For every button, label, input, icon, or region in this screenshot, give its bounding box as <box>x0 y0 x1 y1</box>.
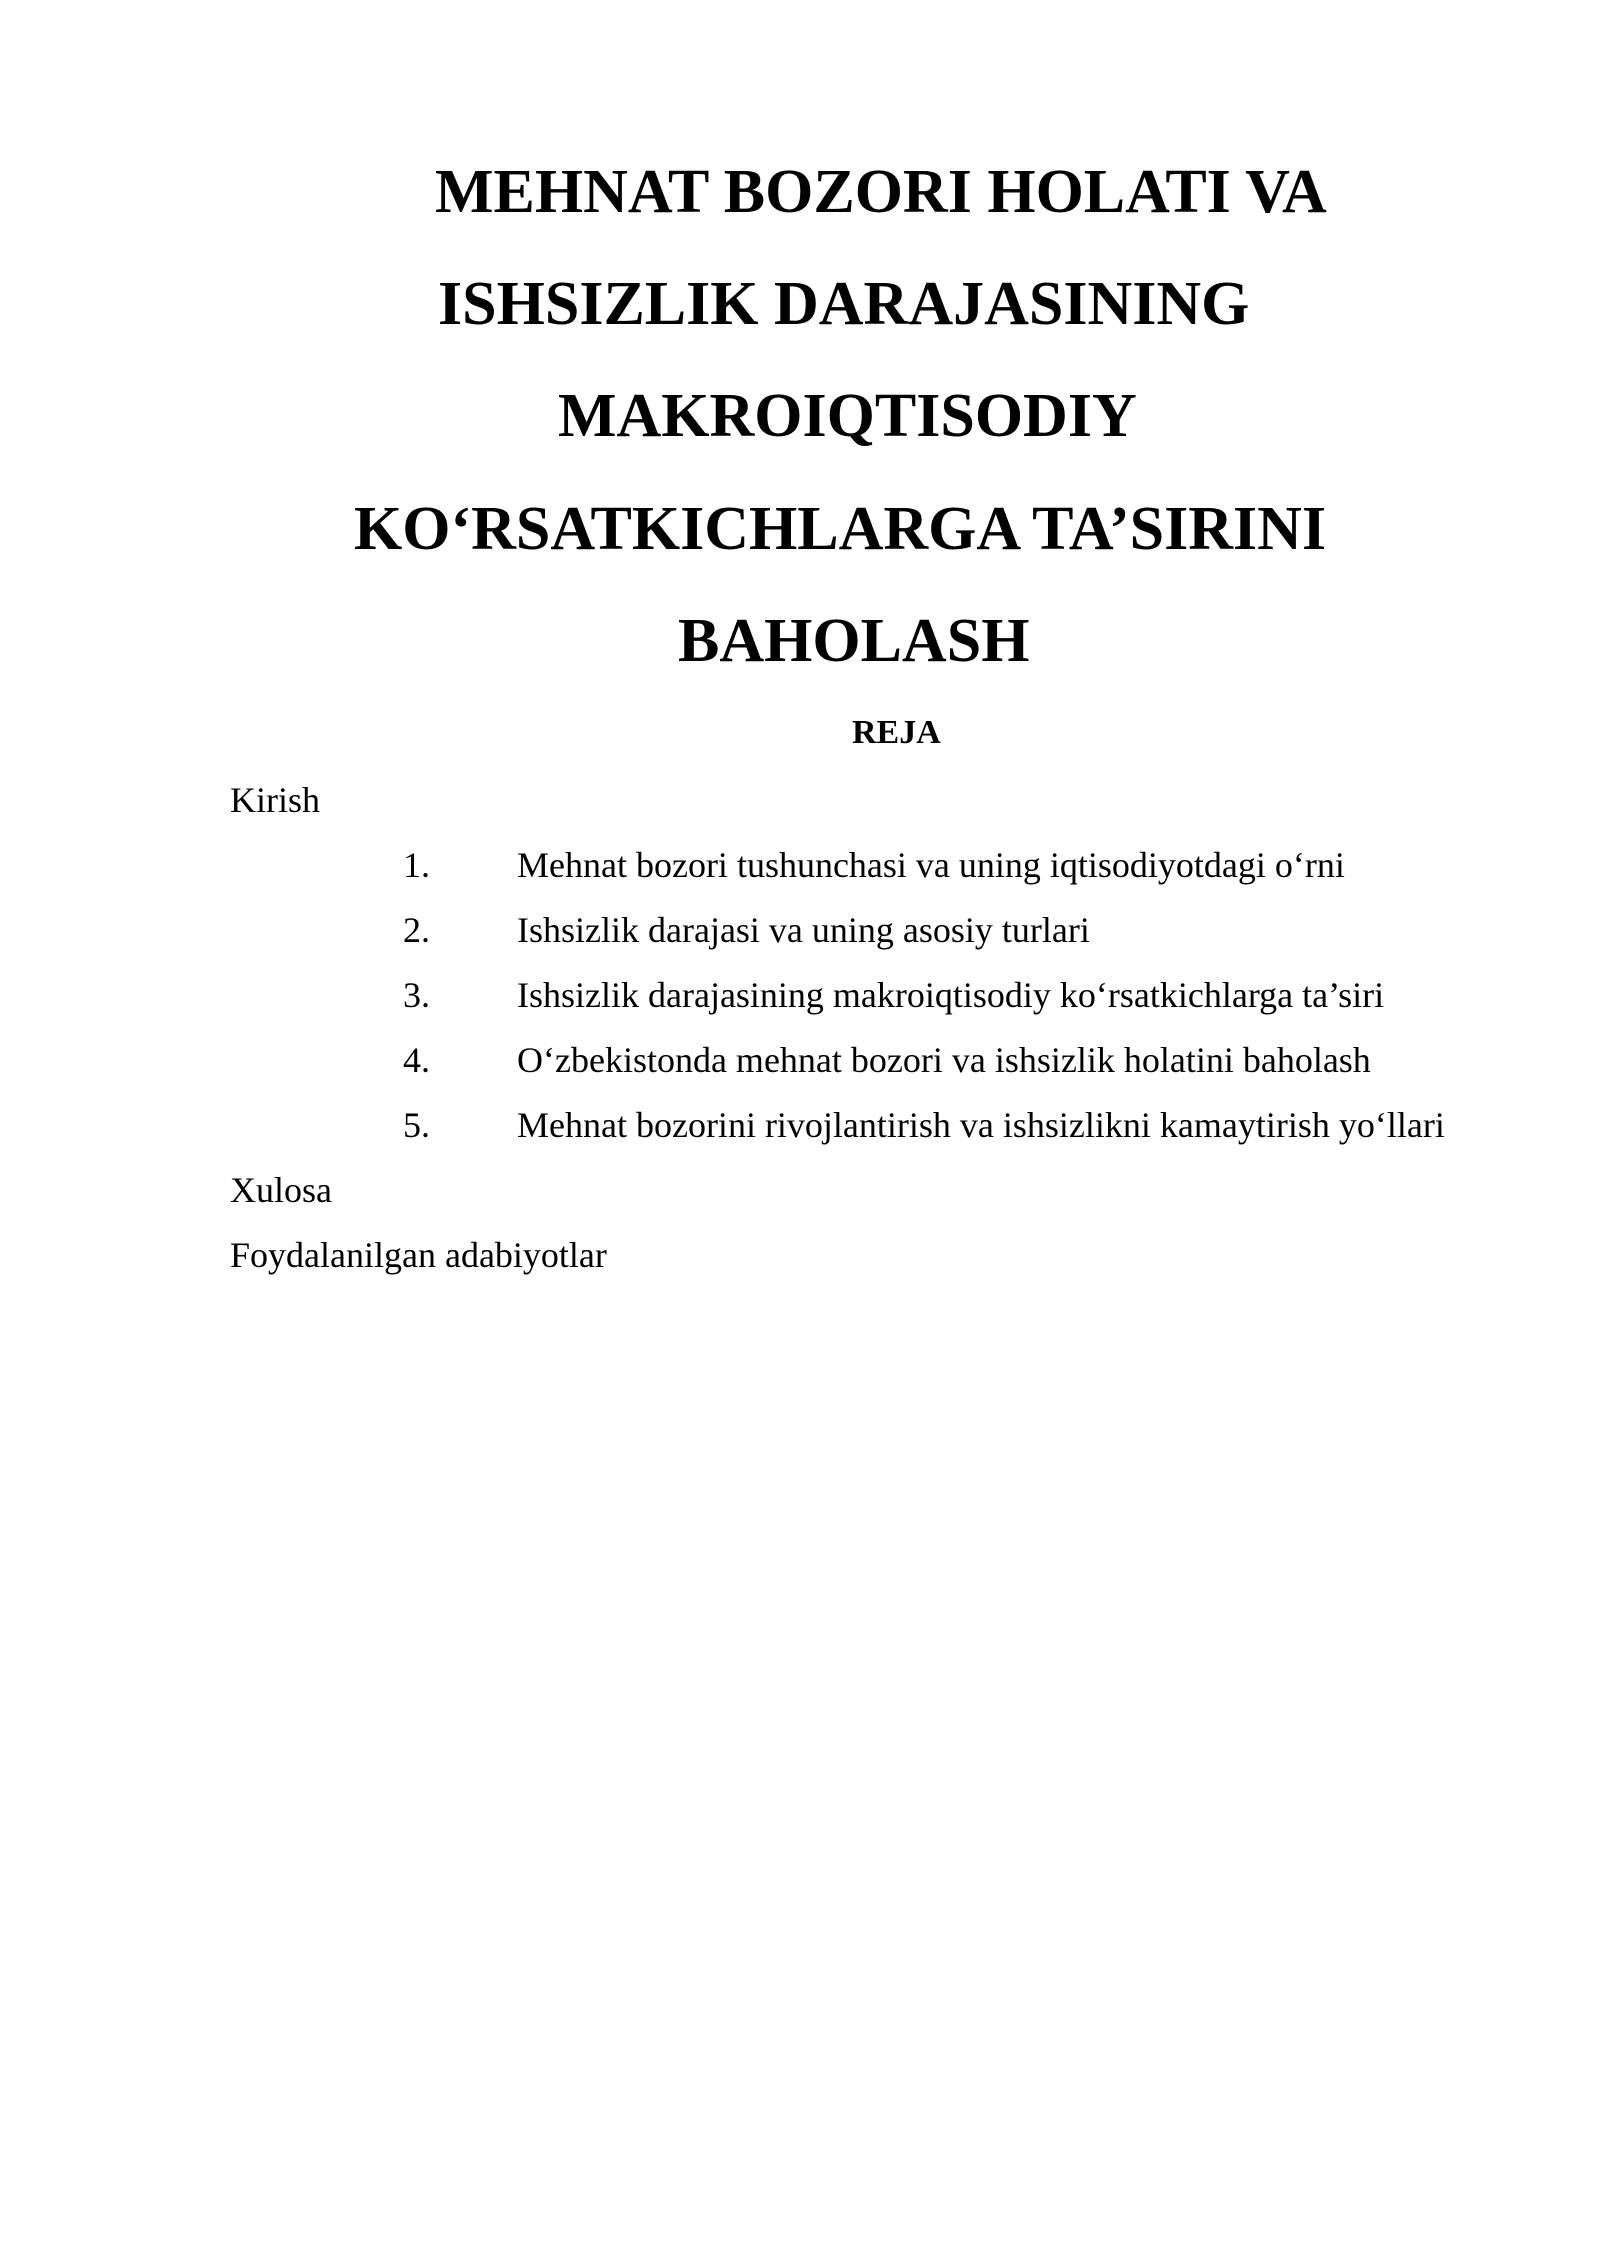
title-line-4: KO‘RSATKICHLARGA TA’SIRINI <box>354 495 1327 563</box>
plan-item-number: 1. <box>403 845 430 885</box>
conclusion-entry: Xulosa <box>230 1170 332 1210</box>
title-line-1: MEHNAT BOZORI HOLATI VA <box>435 158 1327 226</box>
plan-item <box>0 843 1600 887</box>
plan-item <box>0 1103 1600 1147</box>
plan-item <box>0 908 1600 952</box>
title-line-2: ISHSIZLIK DARAJASINING <box>438 270 1250 338</box>
plan-item-text: Ishsizlik darajasi va uning asosiy turlari <box>517 910 1090 950</box>
plan-item-number: 3. <box>403 975 430 1015</box>
plan-heading: REJA <box>852 714 941 751</box>
plan-item-number: 4. <box>403 1040 430 1080</box>
plan-item-text: Ishsizlik darajasining makroiqtisodiy ko‘rsatkichlarga ta’siri <box>517 975 1385 1015</box>
intro-entry: Kirish <box>230 780 320 820</box>
references-entry: Foydalanilgan adabiyotlar <box>230 1235 607 1275</box>
plan-item <box>0 1038 1600 1082</box>
plan-item-text: Mehnat bozori tushunchasi va uning iqtisodiyotdagi o‘rni <box>517 845 1345 885</box>
title-line-3: MAKROIQTISODIY <box>558 382 1137 450</box>
plan-item-number: 2. <box>403 910 430 950</box>
plan-item-text: Mehnat bozorini rivojlantirish va ishsizlikni kamaytirish yo‘llari <box>517 1105 1445 1145</box>
plan-item-number: 5. <box>403 1105 430 1145</box>
title-line-5: BAHOLASH <box>678 607 1030 675</box>
plan-item-text: O‘zbekistonda mehnat bozori va ishsizlik holatini baholash <box>517 1040 1371 1080</box>
plan-item <box>0 973 1600 1017</box>
